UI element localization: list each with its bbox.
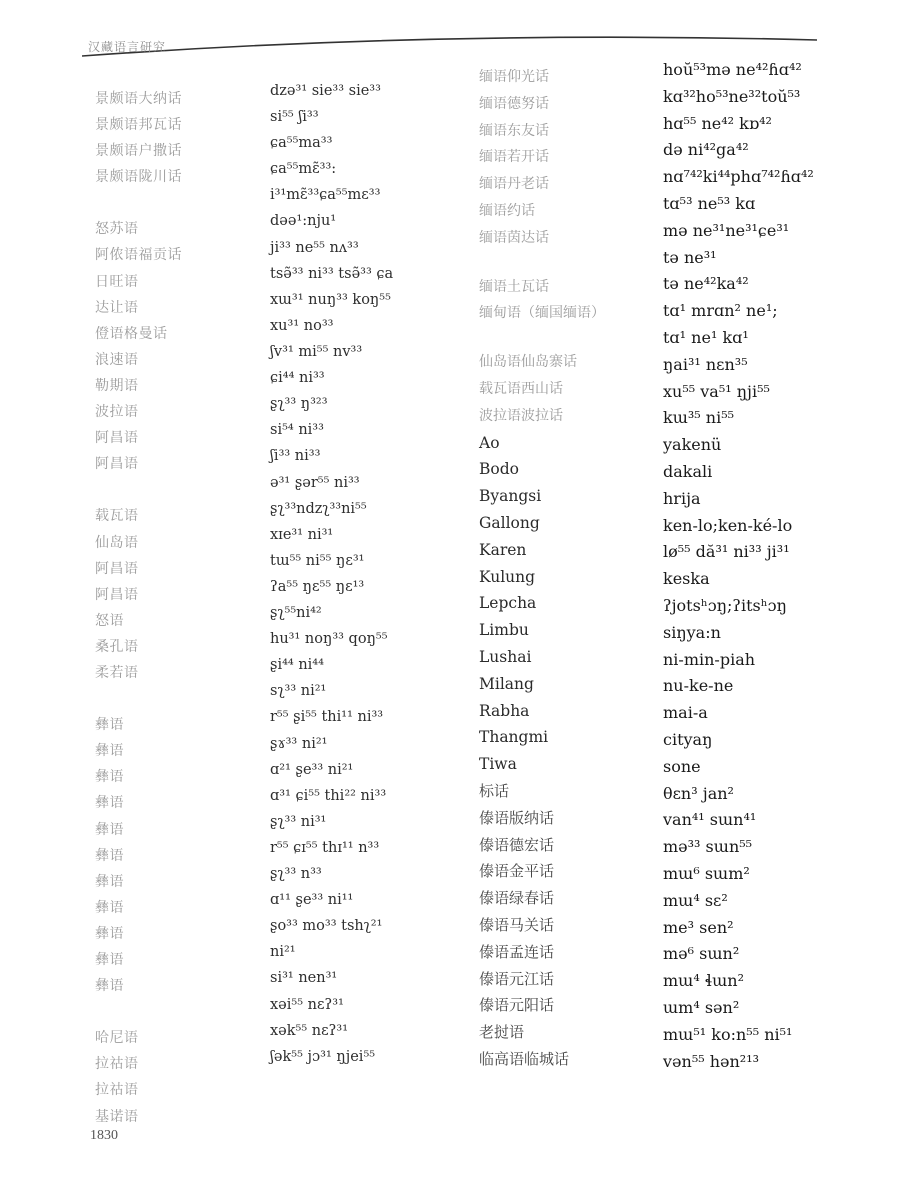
col2-entry: xɯ³¹ nuŋ³³ koŋ⁵⁵ [270,292,391,308]
col2-entry: ɑ³¹ ɕi⁵⁵ thi²² ni³³ [270,788,387,804]
col2-entry: hu³¹ noŋ³³ qoŋ⁵⁵ [270,631,388,647]
col4-entry: ken-lo;ken-ké-lo [663,516,793,535]
col1-entry: 彝语 [95,769,124,785]
col3-entry: 波拉语波拉话 [479,408,563,424]
col3-entry: 傣语绿春话 [479,889,555,907]
col4-entry: mɯ⁶ sɯm² [663,864,750,883]
col2-entry: i³¹mɛ̃³³ɕa⁵⁵mɛ³³ [270,187,381,203]
col2-entry: ʂʅ³³ ni³¹ [270,814,327,830]
col1-entry: 阿昌语 [95,561,139,577]
col2-entry: ə³¹ ʂər⁵⁵ ni³³ [270,475,360,491]
col4-entry: mɯ⁴ sɛ² [663,891,728,910]
col2-entry: ʂʅ⁵⁵ni⁴² [270,605,322,621]
col1-entry: 仙岛语 [95,535,139,551]
col3-entry: 缅语茵达话 [479,230,549,246]
col1-entry: 景颇语大纳话 [95,91,182,107]
col3-entry: 缅语约话 [479,203,535,219]
col3-entry: Milang [479,675,534,693]
col1-entry: 桑孔语 [95,639,139,655]
col1-entry: 阿昌语 [95,456,139,472]
col1-entry: 彝语 [95,848,124,864]
col4-entry: kɯ³⁵ ni⁵⁵ [663,408,735,427]
col4-entry: mɯ⁴ ɬɯn² [663,971,744,990]
col3-entry: 傣语元江话 [479,970,555,988]
col3-entry: 标话 [479,782,510,800]
col2-entry: xu³¹ no³³ [270,318,334,334]
col1-entry: 阿昌语 [95,587,139,603]
col3-entry: 临高语临城话 [479,1050,570,1068]
col4-entry: ʔjotsʰɔŋ;ʔitsʰɔŋ [663,596,787,615]
col1-entry: 阿昌语 [95,430,139,446]
col1-entry: 怒语 [95,613,124,629]
col1-entry: 日旺语 [95,274,139,290]
header-rule [82,30,817,58]
col3-entry: Kulung [479,568,536,586]
col4-entry: mɯ⁵¹ ko:n⁵⁵ ni⁵¹ [663,1025,793,1044]
col1-entry: 彝语 [95,822,124,838]
col3-entry: 傣语版纳话 [479,809,555,827]
col2-entry: ʂɤ³³ ni²¹ [270,736,328,752]
col2-entry: ʃək⁵⁵ jɔ³¹ ŋjei⁵⁵ [270,1049,376,1065]
col1-entry: 基诺语 [95,1109,139,1125]
col1-entry: 载瓦语 [95,508,139,524]
col4-entry: tɑ⁵³ ne⁵³ kɑ [663,194,756,213]
col1-entry: 浪速语 [95,352,139,368]
col3-entry: Byangsi [479,487,542,505]
col2-entry: sʅ³³ ni²¹ [270,683,327,699]
col1-entry: 哈尼语 [95,1030,139,1046]
col4-entry: kɑ³²ho⁵³ne³²toŭ⁵³ [663,87,801,106]
col1-entry: 拉祜语 [95,1056,139,1072]
col3-entry: 傣语元阳话 [479,996,555,1014]
col1-entry: 怒苏语 [95,221,139,237]
col3-entry: Bodo [479,460,519,478]
col3-entry: 缅语仰光话 [479,69,549,85]
col2-entry: r⁵⁵ ɕɪ⁵⁵ thɪ¹¹ n³³ [270,840,380,856]
running-head: 汉藏语言研究 [88,40,167,54]
col3-entry: Thangmi [479,728,549,746]
col2-entry: ʔa⁵⁵ ŋɛ⁵⁵ ŋɛ¹³ [270,579,365,595]
col3-entry: 傣语马关话 [479,916,555,934]
col1-entry: 景颇语户撒话 [95,143,182,159]
col2-entry: xəi⁵⁵ nɛʔ³¹ [270,997,344,1013]
col3-entry: Ao [479,434,500,452]
col3-entry: Lepcha [479,594,537,612]
col4-entry: mə⁶ sɯn² [663,944,740,963]
col4-entry: hɑ⁵⁵ ne⁴² kɒ⁴² [663,114,772,133]
col2-entry: xɪe³¹ ni³¹ [270,527,334,543]
col2-entry: ʂʅ³³ndzʅ³³ni⁵⁵ [270,501,367,517]
col1-entry: 景颇语邦瓦话 [95,117,182,133]
col4-entry: lø⁵⁵ dă³¹ ni³³ ji³¹ [663,542,790,561]
col1-entry: 彝语 [95,900,124,916]
col1-entry: 柔若语 [95,665,139,681]
col1-entry: 彝语 [95,874,124,890]
col4-entry: me³ sen² [663,918,734,937]
col3-entry: 缅语德努话 [479,96,549,112]
col2-entry: ji³³ ne⁵⁵ nʌ³³ [270,240,359,256]
col2-entry: ɕa⁵⁵ma³³ [270,135,333,151]
col4-entry: sone [663,757,701,776]
col3-entry: Karen [479,541,527,559]
col1-entry: 彝语 [95,978,124,994]
col4-entry: tə ne³¹ [663,248,717,267]
col2-entry: tɯ⁵⁵ ni⁵⁵ ŋɛ³¹ [270,553,365,569]
col4-entry: mai-a [663,703,708,722]
col1-entry: 勒期语 [95,378,139,394]
col4-entry: hrija [663,489,701,508]
col4-entry: xu⁵⁵ va⁵¹ ŋji⁵⁵ [663,382,770,401]
col3-entry: 缅语若开话 [479,149,549,165]
col2-entry: ʃv³¹ mi⁵⁵ nv³³ [270,344,363,360]
col1-entry: 僜语格曼话 [95,326,168,342]
col2-entry: tsə̃³³ ni³³ tsə̃³³ ɕa [270,266,394,282]
col4-entry: siŋya:n [663,623,721,642]
col4-entry: cityaŋ [663,730,713,749]
col3-entry: Limbu [479,621,529,639]
col4-entry: ɯm⁴ sən² [663,998,740,1017]
col2-entry: ɑ²¹ ʂe³³ ni²¹ [270,762,354,778]
col3-entry: 傣语孟连话 [479,943,555,961]
col4-entry: yakenü [663,435,722,454]
col1-entry: 拉祜语 [95,1082,139,1098]
col3-entry: 缅语东友话 [479,123,549,139]
col2-entry: xək⁵⁵ nɛʔ³¹ [270,1023,349,1039]
col2-entry: r⁵⁵ ʂi⁵⁵ thi¹¹ ni³³ [270,709,384,725]
col2-entry: ni²¹ [270,944,296,960]
col1-entry: 阿侬语福贡话 [95,247,182,263]
col1-entry: 景颇语陇川话 [95,169,182,185]
col4-entry: ni-min-piah [663,650,756,669]
col4-entry: nu-ke-ne [663,676,734,695]
col2-entry: dəə¹:nju¹ [270,213,337,229]
col2-entry: ʂi⁴⁴ ni⁴⁴ [270,657,324,673]
col3-entry: 缅语丹老话 [479,176,549,192]
col4-entry: mə³³ sɯn⁵⁵ [663,837,753,856]
col4-entry: də ni⁴²ga⁴² [663,140,749,159]
col3-entry: 老挝语 [479,1023,525,1041]
col2-entry: ʂo³³ mo³³ tshʅ²¹ [270,918,383,934]
col1-entry: 彝语 [95,795,124,811]
col4-entry: hoŭ⁵³mə ne⁴²ɦɑ⁴² [663,60,802,79]
col2-entry: ɑ¹¹ ʂe³³ ni¹¹ [270,892,354,908]
col4-entry: keska [663,569,710,588]
col4-entry: dakali [663,462,713,481]
col1-entry: 彝语 [95,952,124,968]
col1-entry: 波拉语 [95,404,139,420]
col2-entry: ʃi³³ ni³³ [270,448,321,464]
col4-entry: tɑ¹ ne¹ kɑ¹ [663,328,749,347]
col4-entry: nɑ⁷⁴²ki⁴⁴phɑ⁷⁴²ɦɑ⁴² [663,167,814,186]
col1-entry: 彝语 [95,717,124,733]
col3-entry: 傣语德宏话 [479,836,555,854]
col2-entry: dzə³¹ sie³³ sie³³ [270,83,381,99]
col3-entry: Lushai [479,648,532,666]
col4-entry: tə ne⁴²ka⁴² [663,274,749,293]
col2-entry: si⁵⁴ ni³³ [270,422,324,438]
col3-entry: 缅甸语（缅国缅语） [479,305,605,321]
col4-entry: ŋai³¹ nɛn³⁵ [663,355,748,374]
col4-entry: θɛn³ jan² [663,784,734,803]
col4-entry: van⁴¹ sɯn⁴¹ [663,810,757,829]
col2-entry: si³¹ nen³¹ [270,970,338,986]
col3-entry: 仙岛语仙岛寨话 [479,354,577,370]
col3-entry: 缅语土瓦话 [479,279,549,295]
col4-entry: tɑ¹ mrɑn² ne¹; [663,301,778,320]
col3-entry: Rabha [479,702,530,720]
col4-entry: vən⁵⁵ hən²¹³ [663,1052,760,1071]
col2-entry: si⁵⁵ ʃi³³ [270,109,319,125]
col1-entry: 彝语 [95,743,124,759]
col1-entry: 彝语 [95,926,124,942]
col2-entry: ɕa⁵⁵mɛ̃³³: [270,161,337,177]
col3-entry: Gallong [479,514,540,532]
col2-entry: ʂʅ³³ n³³ [270,866,322,882]
page-number: 1830 [90,1128,118,1143]
col3-entry: 载瓦语西山话 [479,381,563,397]
col3-entry: Tiwa [479,755,517,773]
col3-entry: 傣语金平话 [479,862,555,880]
col2-entry: ɕi⁴⁴ ni³³ [270,370,325,386]
col2-entry: ʂʅ³³ ŋ³²³ [270,396,328,412]
col4-entry: mə ne³¹ne³¹ɕe³¹ [663,221,790,240]
col1-entry: 达让语 [95,300,139,316]
